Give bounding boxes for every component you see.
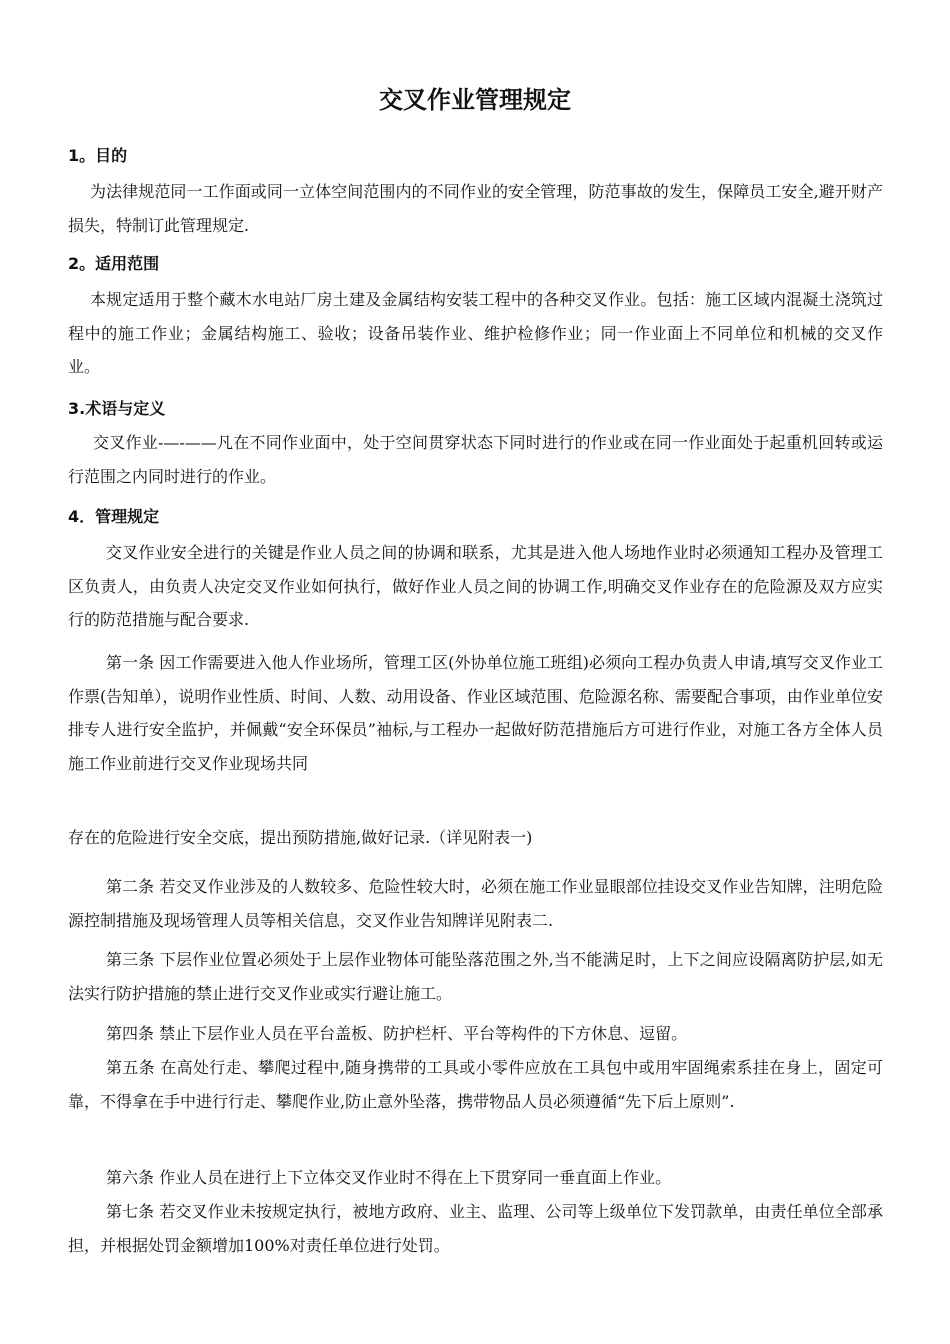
section-1-heading: 1。目的 (68, 146, 128, 165)
section-4-intro-paragraph: 交叉作业安全进行的关键是作业人员之间的协调和联系，尤其是进入他人场地作业时必须通知工程办及管理工区负责人，由负责人决定交叉作业如何执行，做好作业人员之间的协调工作,明确交叉作业存在的危险源及双方应实行的防范措施与配合要求. (68, 543, 883, 629)
section-2-paragraph: 本规定适用于整个藏木水电站厂房土建及金属结构安装工程中的各种交叉作业。包括：施工区域内混凝土浇筑过程中的施工作业；金属结构施工、验收；设备吊装作业、维护检修作业；同一作业面上不同单位和机械的交叉作业。 (68, 290, 883, 376)
document-title: 交叉作业管理规定 (379, 86, 571, 114)
section-2-heading: 2。适用范围 (68, 254, 160, 273)
section-3-paragraph: 交叉作业-—-——凡在不同作业面中，处于空间贯穿状态下同时进行的作业或在同一作业面处于起重机回转或运行范围之内同时进行的作业。 (68, 433, 883, 486)
section-1-paragraph: 为法律规范同一工作面或同一立体空间范围内的不同作业的安全管理，防范事故的发生，保障员工安全,避开财产损失，特制订此管理规定. (68, 182, 883, 235)
article-6-paragraph: 第六条 作业人员在进行上下立体交叉作业时不得在上下贯穿同一垂直面上作业。 (106, 1168, 672, 1187)
article-4-paragraph: 第四条 禁止下层作业人员在平台盖板、防护栏杆、平台等构件的下方休息、逗留。 (106, 1024, 688, 1043)
article-1-continuation: 存在的危险进行安全交底，提出预防措施,做好记录.（详见附表一) (68, 828, 533, 847)
article-3-paragraph: 第三条 下层作业位置必须处于上层作业物体可能坠落范围之外,当不能满足时，上下之间应设隔离防护层,如无法实行防护措施的禁止进行交叉作业或实行避让施工。 (68, 950, 883, 1003)
article-7-paragraph: 第七条 若交叉作业未按规定执行，被地方政府、业主、监理、公司等上级单位下发罚款单，由责任单位全部承担，并根据处罚金额增加100%对责任单位进行处罚。 (68, 1202, 883, 1255)
article-5-paragraph: 第五条 在高处行走、攀爬过程中,随身携带的工具或小零件应放在工具包中或用牢固绳索系挂在身上，固定可靠，不得拿在手中进行行走、攀爬作业,防止意外坠落，携带物品人员必须遵循“先下后上原则”. (68, 1058, 883, 1111)
article-1-paragraph: 第一条 因工作需要进入他人作业场所，管理工区(外协单位施工班组)必须向工程办负责人申请,填写交叉作业工作票(告知单），说明作业性质、时间、人数、动用设备、作业区域范围、危险源名称、需要配合事项，由作业单位安排专人进行安全监护，并佩戴“安全环保员”袖标,与工程办一起做好防范措施后方可进行作业，对施工各方全体人员施工作业前进行交叉作业现场共同 (68, 653, 883, 773)
section-3-heading: 3.术语与定义 (68, 399, 166, 418)
section-4-heading: 4．管理规定 (68, 507, 160, 526)
article-2-paragraph: 第二条 若交叉作业涉及的人数较多、危险性较大时，必须在施工作业显眼部位挂设交叉作业告知牌，注明危险源控制措施及现场管理人员等相关信息，交叉作业告知牌详见附表二. (68, 877, 883, 930)
